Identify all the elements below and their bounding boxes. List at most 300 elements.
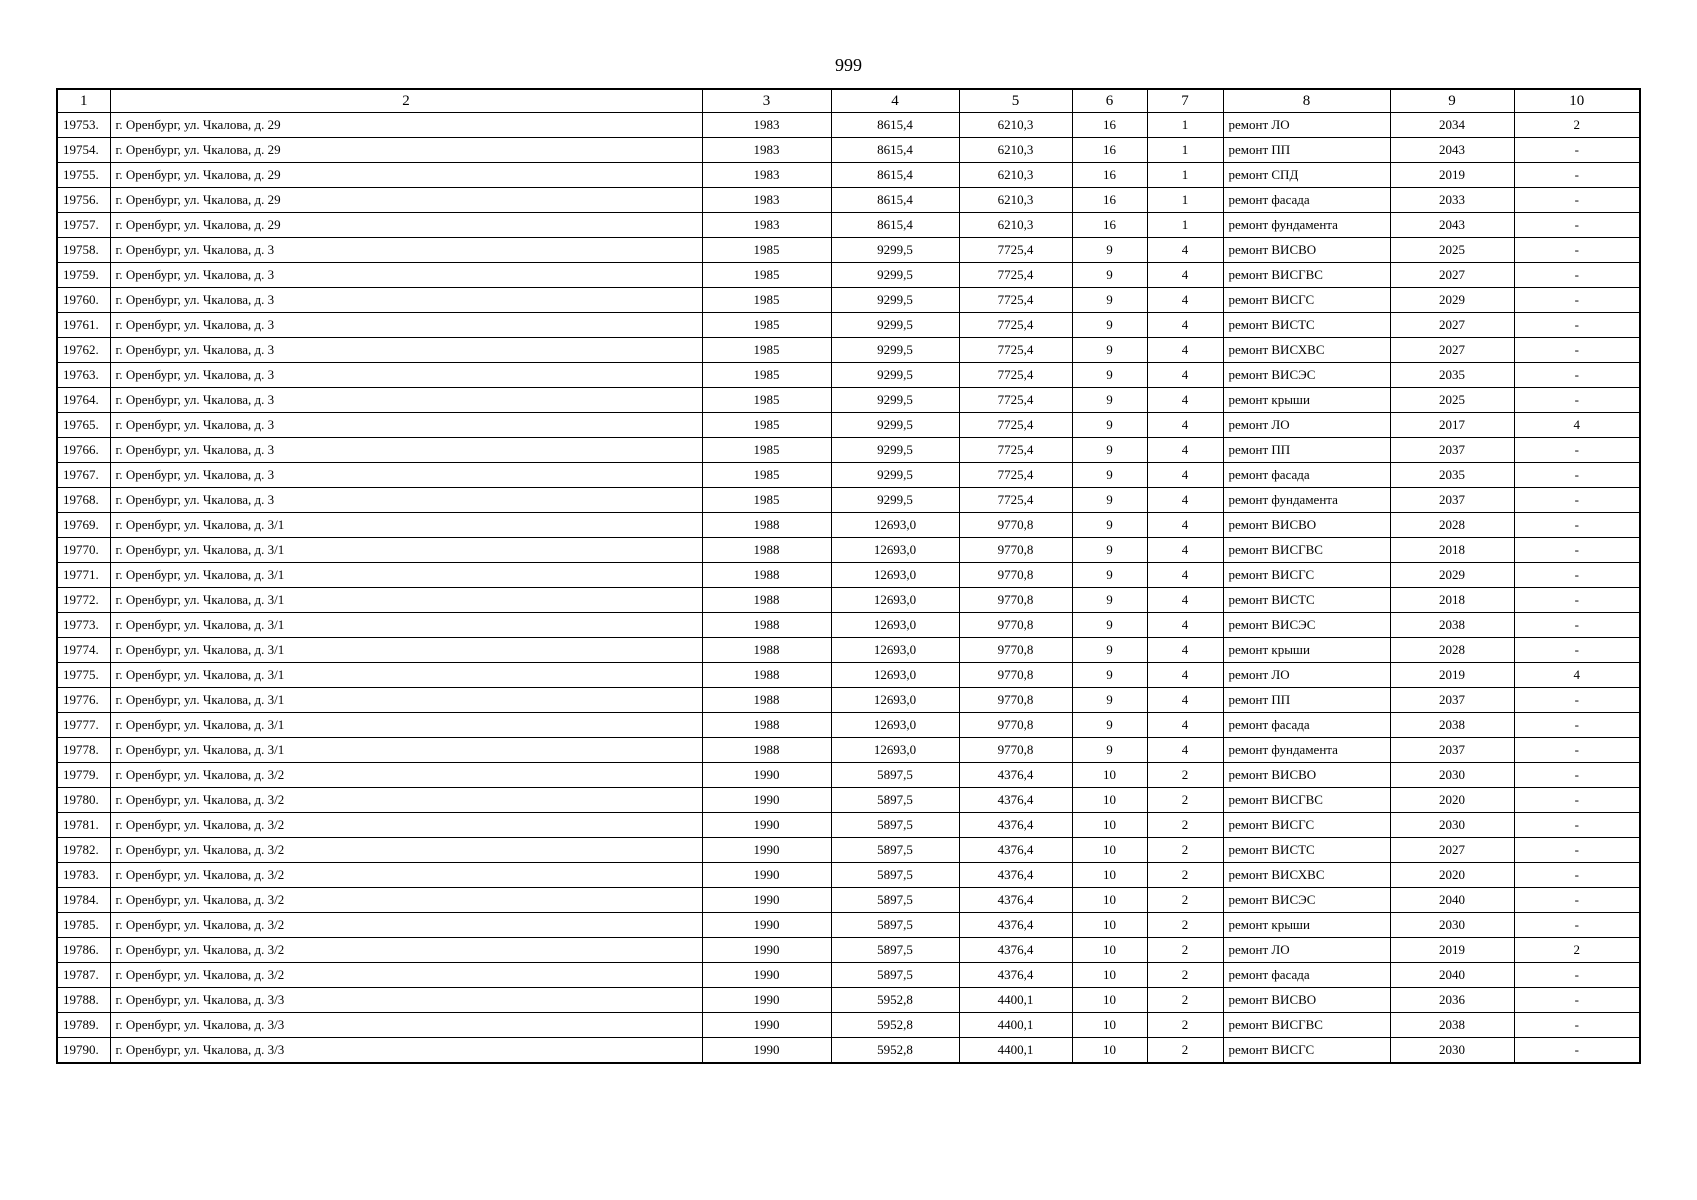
cell-work-type: ремонт ВИСЭС xyxy=(1223,888,1390,913)
cell-extra-value: - xyxy=(1514,238,1640,263)
cell-build-year: 1990 xyxy=(702,1038,831,1064)
table-row xyxy=(57,888,1640,913)
cell-build-year: 1988 xyxy=(702,663,831,688)
cell-floors: 9 xyxy=(1072,413,1147,438)
cell-entrances: 4 xyxy=(1147,563,1223,588)
cell-total-area: 12693,0 xyxy=(831,713,959,738)
cell-address: г. Оренбург, ул. Чкалова, д. 29 xyxy=(110,163,702,188)
cell-planned-year: 2027 xyxy=(1390,263,1514,288)
cell-extra-value: - xyxy=(1514,813,1640,838)
cell-extra-value: - xyxy=(1514,338,1640,363)
cell-build-year: 1988 xyxy=(702,713,831,738)
cell-work-type: ремонт ВИСВО xyxy=(1223,513,1390,538)
cell-address: г. Оренбург, ул. Чкалова, д. 3/1 xyxy=(110,663,702,688)
cell-floors: 9 xyxy=(1072,338,1147,363)
cell-row-number: 19760. xyxy=(57,288,110,313)
cell-total-area: 5952,8 xyxy=(831,1038,959,1064)
cell-total-area: 5897,5 xyxy=(831,863,959,888)
cell-row-number: 19790. xyxy=(57,1038,110,1064)
cell-row-number: 19772. xyxy=(57,588,110,613)
cell-total-area: 5897,5 xyxy=(831,938,959,963)
cell-floors: 10 xyxy=(1072,888,1147,913)
cell-work-type: ремонт ЛО xyxy=(1223,938,1390,963)
table-row xyxy=(57,388,1640,413)
cell-entrances: 4 xyxy=(1147,513,1223,538)
cell-build-year: 1985 xyxy=(702,238,831,263)
cell-living-area: 4376,4 xyxy=(959,788,1072,813)
table-row xyxy=(57,138,1640,163)
cell-extra-value: - xyxy=(1514,738,1640,763)
cell-living-area: 4400,1 xyxy=(959,1013,1072,1038)
cell-living-area: 4376,4 xyxy=(959,938,1072,963)
cell-total-area: 9299,5 xyxy=(831,238,959,263)
table-row xyxy=(57,113,1640,138)
cell-total-area: 9299,5 xyxy=(831,438,959,463)
cell-address: г. Оренбург, ул. Чкалова, д. 3/2 xyxy=(110,963,702,988)
cell-total-area: 8615,4 xyxy=(831,213,959,238)
table-row xyxy=(57,538,1640,563)
cell-row-number: 19784. xyxy=(57,888,110,913)
cell-total-area: 8615,4 xyxy=(831,113,959,138)
cell-total-area: 5897,5 xyxy=(831,788,959,813)
cell-extra-value: - xyxy=(1514,763,1640,788)
cell-row-number: 19766. xyxy=(57,438,110,463)
cell-address: г. Оренбург, ул. Чкалова, д. 3/2 xyxy=(110,913,702,938)
cell-build-year: 1988 xyxy=(702,688,831,713)
cell-build-year: 1990 xyxy=(702,813,831,838)
cell-extra-value: - xyxy=(1514,713,1640,738)
cell-living-area: 7725,4 xyxy=(959,263,1072,288)
cell-planned-year: 2027 xyxy=(1390,838,1514,863)
cell-address: г. Оренбург, ул. Чкалова, д. 3/2 xyxy=(110,838,702,863)
cell-total-area: 12693,0 xyxy=(831,513,959,538)
cell-address: г. Оренбург, ул. Чкалова, д. 3 xyxy=(110,263,702,288)
cell-floors: 9 xyxy=(1072,463,1147,488)
cell-living-area: 7725,4 xyxy=(959,238,1072,263)
cell-total-area: 5897,5 xyxy=(831,913,959,938)
cell-extra-value: 4 xyxy=(1514,663,1640,688)
cell-build-year: 1988 xyxy=(702,738,831,763)
cell-total-area: 9299,5 xyxy=(831,413,959,438)
cell-floors: 10 xyxy=(1072,913,1147,938)
cell-living-area: 7725,4 xyxy=(959,488,1072,513)
cell-build-year: 1985 xyxy=(702,263,831,288)
cell-planned-year: 2028 xyxy=(1390,513,1514,538)
cell-work-type: ремонт ВИСВО xyxy=(1223,988,1390,1013)
cell-living-area: 7725,4 xyxy=(959,288,1072,313)
table-row xyxy=(57,163,1640,188)
table-row xyxy=(57,188,1640,213)
cell-work-type: ремонт ПП xyxy=(1223,138,1390,163)
cell-total-area: 8615,4 xyxy=(831,163,959,188)
cell-work-type: ремонт ВИСХВС xyxy=(1223,338,1390,363)
cell-entrances: 2 xyxy=(1147,888,1223,913)
cell-build-year: 1990 xyxy=(702,938,831,963)
cell-address: г. Оренбург, ул. Чкалова, д. 29 xyxy=(110,138,702,163)
cell-extra-value: - xyxy=(1514,213,1640,238)
cell-floors: 10 xyxy=(1072,963,1147,988)
cell-total-area: 12693,0 xyxy=(831,538,959,563)
cell-entrances: 1 xyxy=(1147,213,1223,238)
cell-living-area: 4400,1 xyxy=(959,1038,1072,1064)
cell-address: г. Оренбург, ул. Чкалова, д. 3 xyxy=(110,463,702,488)
cell-address: г. Оренбург, ул. Чкалова, д. 3 xyxy=(110,413,702,438)
cell-address: г. Оренбург, ул. Чкалова, д. 3/1 xyxy=(110,588,702,613)
table-row xyxy=(57,1038,1640,1064)
cell-planned-year: 2027 xyxy=(1390,313,1514,338)
cell-total-area: 12693,0 xyxy=(831,588,959,613)
cell-planned-year: 2036 xyxy=(1390,988,1514,1013)
cell-extra-value: 2 xyxy=(1514,938,1640,963)
cell-floors: 9 xyxy=(1072,238,1147,263)
cell-work-type: ремонт ВИСГС xyxy=(1223,813,1390,838)
cell-floors: 16 xyxy=(1072,188,1147,213)
cell-build-year: 1985 xyxy=(702,388,831,413)
cell-planned-year: 2037 xyxy=(1390,438,1514,463)
cell-work-type: ремонт ЛО xyxy=(1223,663,1390,688)
cell-floors: 9 xyxy=(1072,313,1147,338)
cell-total-area: 5952,8 xyxy=(831,988,959,1013)
cell-living-area: 9770,8 xyxy=(959,638,1072,663)
cell-build-year: 1985 xyxy=(702,488,831,513)
cell-row-number: 19770. xyxy=(57,538,110,563)
column-header-10: 10 xyxy=(1514,89,1640,113)
cell-extra-value: - xyxy=(1514,638,1640,663)
cell-row-number: 19769. xyxy=(57,513,110,538)
cell-address: г. Оренбург, ул. Чкалова, д. 3/3 xyxy=(110,1038,702,1064)
cell-row-number: 19773. xyxy=(57,613,110,638)
cell-extra-value: - xyxy=(1514,288,1640,313)
cell-row-number: 19787. xyxy=(57,963,110,988)
cell-address: г. Оренбург, ул. Чкалова, д. 3/1 xyxy=(110,563,702,588)
cell-build-year: 1985 xyxy=(702,288,831,313)
cell-work-type: ремонт ВИСЭС xyxy=(1223,363,1390,388)
cell-planned-year: 2029 xyxy=(1390,563,1514,588)
cell-floors: 9 xyxy=(1072,638,1147,663)
cell-living-area: 6210,3 xyxy=(959,188,1072,213)
cell-extra-value: 4 xyxy=(1514,413,1640,438)
cell-planned-year: 2037 xyxy=(1390,738,1514,763)
cell-extra-value: - xyxy=(1514,888,1640,913)
cell-work-type: ремонт фундамента xyxy=(1223,488,1390,513)
cell-row-number: 19779. xyxy=(57,763,110,788)
cell-address: г. Оренбург, ул. Чкалова, д. 3/2 xyxy=(110,788,702,813)
cell-entrances: 4 xyxy=(1147,463,1223,488)
cell-planned-year: 2037 xyxy=(1390,688,1514,713)
table-row xyxy=(57,263,1640,288)
cell-living-area: 6210,3 xyxy=(959,138,1072,163)
cell-planned-year: 2018 xyxy=(1390,588,1514,613)
cell-row-number: 19758. xyxy=(57,238,110,263)
cell-build-year: 1990 xyxy=(702,788,831,813)
cell-row-number: 19782. xyxy=(57,838,110,863)
cell-floors: 9 xyxy=(1072,563,1147,588)
cell-entrances: 4 xyxy=(1147,713,1223,738)
cell-total-area: 9299,5 xyxy=(831,463,959,488)
table-row xyxy=(57,813,1640,838)
table-row xyxy=(57,838,1640,863)
cell-floors: 10 xyxy=(1072,938,1147,963)
cell-living-area: 9770,8 xyxy=(959,713,1072,738)
cell-work-type: ремонт фундамента xyxy=(1223,213,1390,238)
cell-floors: 10 xyxy=(1072,863,1147,888)
table-row xyxy=(57,288,1640,313)
cell-floors: 10 xyxy=(1072,988,1147,1013)
cell-entrances: 4 xyxy=(1147,363,1223,388)
table-row xyxy=(57,863,1640,888)
cell-build-year: 1990 xyxy=(702,913,831,938)
table-row xyxy=(57,738,1640,763)
cell-living-area: 6210,3 xyxy=(959,113,1072,138)
cell-build-year: 1985 xyxy=(702,363,831,388)
cell-build-year: 1990 xyxy=(702,888,831,913)
cell-address: г. Оренбург, ул. Чкалова, д. 29 xyxy=(110,213,702,238)
cell-row-number: 19785. xyxy=(57,913,110,938)
cell-living-area: 9770,8 xyxy=(959,563,1072,588)
cell-address: г. Оренбург, ул. Чкалова, д. 3/1 xyxy=(110,688,702,713)
cell-extra-value: - xyxy=(1514,588,1640,613)
cell-row-number: 19759. xyxy=(57,263,110,288)
cell-floors: 16 xyxy=(1072,163,1147,188)
cell-build-year: 1988 xyxy=(702,538,831,563)
cell-planned-year: 2030 xyxy=(1390,763,1514,788)
cell-address: г. Оренбург, ул. Чкалова, д. 3/2 xyxy=(110,813,702,838)
cell-floors: 10 xyxy=(1072,838,1147,863)
cell-build-year: 1985 xyxy=(702,463,831,488)
cell-entrances: 4 xyxy=(1147,488,1223,513)
cell-living-area: 4400,1 xyxy=(959,988,1072,1013)
cell-planned-year: 2033 xyxy=(1390,188,1514,213)
cell-total-area: 12693,0 xyxy=(831,613,959,638)
cell-build-year: 1988 xyxy=(702,563,831,588)
table-row xyxy=(57,663,1640,688)
cell-planned-year: 2030 xyxy=(1390,1038,1514,1064)
cell-living-area: 9770,8 xyxy=(959,688,1072,713)
table-row xyxy=(57,763,1640,788)
table-row xyxy=(57,1013,1640,1038)
cell-living-area: 9770,8 xyxy=(959,663,1072,688)
cell-living-area: 4376,4 xyxy=(959,763,1072,788)
cell-build-year: 1990 xyxy=(702,838,831,863)
cell-planned-year: 2038 xyxy=(1390,713,1514,738)
cell-address: г. Оренбург, ул. Чкалова, д. 3 xyxy=(110,338,702,363)
cell-build-year: 1985 xyxy=(702,338,831,363)
cell-build-year: 1990 xyxy=(702,863,831,888)
cell-living-area: 7725,4 xyxy=(959,463,1072,488)
cell-address: г. Оренбург, ул. Чкалова, д. 3/1 xyxy=(110,538,702,563)
cell-planned-year: 2043 xyxy=(1390,213,1514,238)
cell-extra-value: - xyxy=(1514,388,1640,413)
cell-row-number: 19755. xyxy=(57,163,110,188)
cell-address: г. Оренбург, ул. Чкалова, д. 3/1 xyxy=(110,713,702,738)
cell-entrances: 1 xyxy=(1147,163,1223,188)
cell-build-year: 1990 xyxy=(702,988,831,1013)
cell-floors: 9 xyxy=(1072,613,1147,638)
cell-address: г. Оренбург, ул. Чкалова, д. 29 xyxy=(110,113,702,138)
cell-planned-year: 2019 xyxy=(1390,938,1514,963)
table-row xyxy=(57,588,1640,613)
cell-row-number: 19753. xyxy=(57,113,110,138)
cell-extra-value: - xyxy=(1514,563,1640,588)
cell-living-area: 7725,4 xyxy=(959,363,1072,388)
cell-planned-year: 2030 xyxy=(1390,913,1514,938)
cell-floors: 9 xyxy=(1072,713,1147,738)
cell-work-type: ремонт СПД xyxy=(1223,163,1390,188)
cell-entrances: 4 xyxy=(1147,688,1223,713)
cell-entrances: 2 xyxy=(1147,788,1223,813)
cell-address: г. Оренбург, ул. Чкалова, д. 3 xyxy=(110,363,702,388)
cell-planned-year: 2040 xyxy=(1390,963,1514,988)
cell-total-area: 5897,5 xyxy=(831,763,959,788)
table-row xyxy=(57,613,1640,638)
cell-planned-year: 2037 xyxy=(1390,488,1514,513)
cell-entrances: 2 xyxy=(1147,1013,1223,1038)
cell-entrances: 1 xyxy=(1147,188,1223,213)
cell-row-number: 19757. xyxy=(57,213,110,238)
table-row xyxy=(57,363,1640,388)
cell-planned-year: 2034 xyxy=(1390,113,1514,138)
cell-floors: 9 xyxy=(1072,263,1147,288)
cell-address: г. Оренбург, ул. Чкалова, д. 3/1 xyxy=(110,638,702,663)
cell-work-type: ремонт ВИСВО xyxy=(1223,238,1390,263)
cell-row-number: 19767. xyxy=(57,463,110,488)
cell-living-area: 7725,4 xyxy=(959,338,1072,363)
cell-address: г. Оренбург, ул. Чкалова, д. 3/2 xyxy=(110,888,702,913)
cell-row-number: 19768. xyxy=(57,488,110,513)
cell-work-type: ремонт фасада xyxy=(1223,713,1390,738)
cell-floors: 10 xyxy=(1072,763,1147,788)
cell-work-type: ремонт ВИСГС xyxy=(1223,563,1390,588)
cell-living-area: 7725,4 xyxy=(959,313,1072,338)
cell-planned-year: 2028 xyxy=(1390,638,1514,663)
cell-entrances: 2 xyxy=(1147,913,1223,938)
cell-total-area: 9299,5 xyxy=(831,313,959,338)
cell-build-year: 1985 xyxy=(702,413,831,438)
column-header-1: 1 xyxy=(57,89,110,113)
table-row xyxy=(57,213,1640,238)
cell-extra-value: - xyxy=(1514,788,1640,813)
cell-extra-value: - xyxy=(1514,188,1640,213)
cell-build-year: 1985 xyxy=(702,313,831,338)
column-header-7: 7 xyxy=(1147,89,1223,113)
cell-extra-value: - xyxy=(1514,863,1640,888)
cell-work-type: ремонт крыши xyxy=(1223,388,1390,413)
table-row xyxy=(57,688,1640,713)
cell-living-area: 9770,8 xyxy=(959,588,1072,613)
cell-entrances: 2 xyxy=(1147,963,1223,988)
cell-work-type: ремонт ВИСХВС xyxy=(1223,863,1390,888)
cell-build-year: 1990 xyxy=(702,1013,831,1038)
cell-row-number: 19789. xyxy=(57,1013,110,1038)
cell-address: г. Оренбург, ул. Чкалова, д. 3/3 xyxy=(110,1013,702,1038)
cell-floors: 9 xyxy=(1072,738,1147,763)
cell-work-type: ремонт ЛО xyxy=(1223,413,1390,438)
cell-entrances: 4 xyxy=(1147,338,1223,363)
cell-floors: 9 xyxy=(1072,588,1147,613)
cell-total-area: 5897,5 xyxy=(831,838,959,863)
cell-extra-value: - xyxy=(1514,438,1640,463)
cell-extra-value: - xyxy=(1514,463,1640,488)
cell-work-type: ремонт фасада xyxy=(1223,188,1390,213)
table-row xyxy=(57,913,1640,938)
cell-total-area: 8615,4 xyxy=(831,138,959,163)
cell-floors: 16 xyxy=(1072,113,1147,138)
cell-total-area: 12693,0 xyxy=(831,663,959,688)
cell-address: г. Оренбург, ул. Чкалова, д. 3 xyxy=(110,388,702,413)
cell-entrances: 4 xyxy=(1147,313,1223,338)
table-row xyxy=(57,438,1640,463)
cell-extra-value: - xyxy=(1514,913,1640,938)
cell-row-number: 19778. xyxy=(57,738,110,763)
cell-entrances: 4 xyxy=(1147,538,1223,563)
cell-living-area: 4376,4 xyxy=(959,888,1072,913)
cell-work-type: ремонт ВИСГВС xyxy=(1223,538,1390,563)
cell-work-type: ремонт ВИСГС xyxy=(1223,1038,1390,1064)
cell-planned-year: 2035 xyxy=(1390,463,1514,488)
cell-planned-year: 2035 xyxy=(1390,363,1514,388)
column-header-8: 8 xyxy=(1223,89,1390,113)
cell-address: г. Оренбург, ул. Чкалова, д. 3 xyxy=(110,313,702,338)
cell-entrances: 4 xyxy=(1147,238,1223,263)
cell-address: г. Оренбург, ул. Чкалова, д. 3 xyxy=(110,238,702,263)
cell-build-year: 1988 xyxy=(702,613,831,638)
table-body xyxy=(57,113,1640,1064)
page-number: 999 xyxy=(835,55,862,75)
cell-floors: 10 xyxy=(1072,1013,1147,1038)
cell-row-number: 19764. xyxy=(57,388,110,413)
table-row xyxy=(57,963,1640,988)
cell-row-number: 19774. xyxy=(57,638,110,663)
cell-address: г. Оренбург, ул. Чкалова, д. 3 xyxy=(110,288,702,313)
cell-living-area: 4376,4 xyxy=(959,863,1072,888)
cell-work-type: ремонт крыши xyxy=(1223,638,1390,663)
cell-work-type: ремонт ВИСТС xyxy=(1223,588,1390,613)
cell-planned-year: 2038 xyxy=(1390,613,1514,638)
column-header-4: 4 xyxy=(831,89,959,113)
cell-living-area: 7725,4 xyxy=(959,413,1072,438)
table-row xyxy=(57,313,1640,338)
cell-build-year: 1990 xyxy=(702,963,831,988)
cell-total-area: 9299,5 xyxy=(831,338,959,363)
cell-address: г. Оренбург, ул. Чкалова, д. 3/1 xyxy=(110,613,702,638)
cell-build-year: 1983 xyxy=(702,113,831,138)
cell-entrances: 4 xyxy=(1147,413,1223,438)
table-row xyxy=(57,338,1640,363)
cell-entrances: 2 xyxy=(1147,988,1223,1013)
table-row xyxy=(57,638,1640,663)
cell-extra-value: - xyxy=(1514,838,1640,863)
cell-address: г. Оренбург, ул. Чкалова, д. 3 xyxy=(110,438,702,463)
table-row xyxy=(57,413,1640,438)
cell-total-area: 9299,5 xyxy=(831,263,959,288)
cell-living-area: 9770,8 xyxy=(959,538,1072,563)
table-row xyxy=(57,238,1640,263)
cell-row-number: 19777. xyxy=(57,713,110,738)
cell-build-year: 1983 xyxy=(702,188,831,213)
cell-total-area: 12693,0 xyxy=(831,688,959,713)
cell-total-area: 9299,5 xyxy=(831,363,959,388)
cell-work-type: ремонт ВИСГВС xyxy=(1223,788,1390,813)
cell-extra-value: - xyxy=(1514,513,1640,538)
cell-living-area: 6210,3 xyxy=(959,213,1072,238)
cell-row-number: 19754. xyxy=(57,138,110,163)
cell-living-area: 4376,4 xyxy=(959,838,1072,863)
cell-floors: 9 xyxy=(1072,388,1147,413)
column-header-5: 5 xyxy=(959,89,1072,113)
cell-extra-value: - xyxy=(1514,163,1640,188)
cell-row-number: 19775. xyxy=(57,663,110,688)
cell-build-year: 1983 xyxy=(702,138,831,163)
